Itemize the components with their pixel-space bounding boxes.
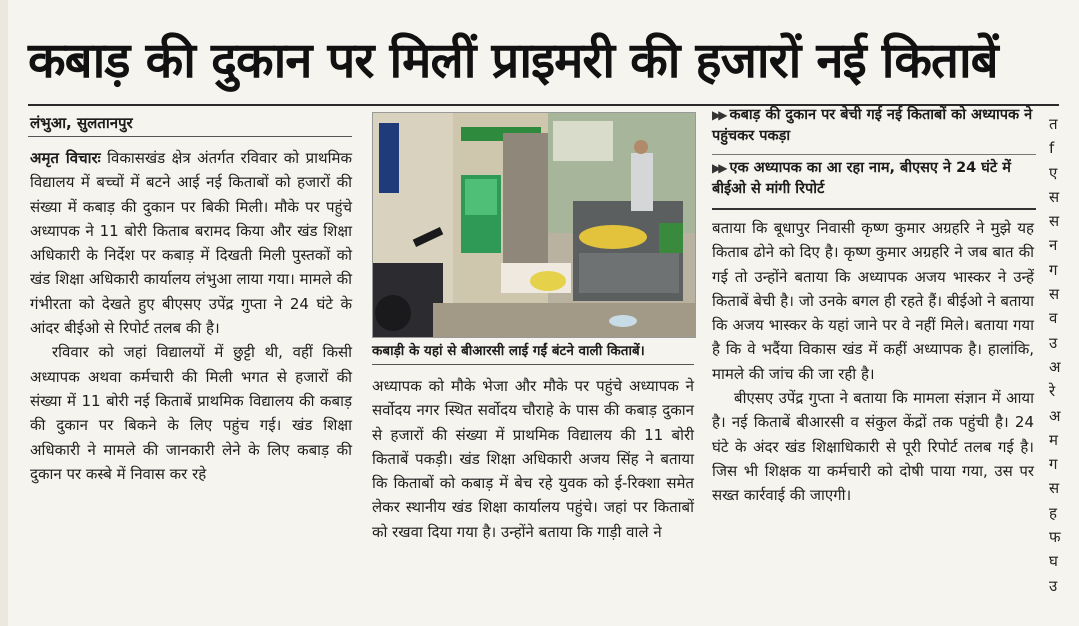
highlight-rule [712,208,1036,210]
dateline: लंभुआ, सुलतानपुर [30,114,133,132]
article-column-1 [30,146,352,616]
fragment-line: अ [1049,406,1061,425]
fragment-line: स [1049,212,1060,231]
paragraph [30,146,352,340]
dateline-rule [28,136,352,137]
fragment-line: ह [1049,503,1057,522]
caption-rule [372,364,694,365]
paragraph: बीएसए उपेंद्र गुप्ता ने बताया कि मामला संज्ञान में आया है। नई किताबें बीआरसी व संकुल केंद्रों तक पहुंची है। 24 घंटे के अंदर खंड शिक्षाधिकारी से पूरी रिपोर्ट तलब गई है। जिस भी शिक्षक या कर्मचारी को दोषी पाया गया, उस पर सख्त कार्रवाई की जाएगी। [712,389,1034,505]
double-arrow-icon: ▶▶ [712,108,725,122]
news-photo [372,112,696,338]
fragment-line: घ [1049,552,1058,571]
paragraph: रविवार को जहां विद्यालयों में छुट्टी थी, वहीं किसी अध्यापक अथवा कर्मचारी की मिली भगत से हजारों की संख्या में 11 बोरी नई किताबें प्राथमिक विद्यालय की कबाड़ की दुकान पर बिकने के लिए पहुंच गई। खंड शिक्षा अधिकारी ने मामले की जानकारी लेने के लिए कबाड़ की दुकान पर कस्बे में निवास कर रहे [30,343,352,483]
highlight-text: कबाड़ की दुकान पर बेची गई नई किताबों को अध्यापक ने पहुंचकर पकड़ा [712,107,1033,144]
double-arrow-icon: ▶▶ [712,161,725,175]
fragment-line: म [1049,430,1058,449]
article-column-2 [372,374,694,618]
fragment-line: रे [1049,382,1056,401]
paragraph: अध्यापक को मौके भेजा और मौके पर पहुंचे अध्यापक ने सर्वोदय नगर स्थित सर्वोदय चौराहे के पास की कबाड़ दुकान से हजारों की संख्या में प्राथमिक विद्यालय की 11 बोरी किताबें पकड़ी। खंड शिक्षा अधिकारी अजय सिंह ने बताया कि किताबों को कबाड़ में बेच रहे युवक को ई-रिक्शा समेत लेकर स्थानीय खंड शिक्षा कार्यालय पहुंचे। जहां पर किताबों को रखवा दिया गया है। उन्होंने बताया कि गाड़ी वाले ने [372,377,694,541]
headline: कबाड़ की दुकान पर मिलीं प्राइमरी की हजारों नई किताबें [28,32,998,89]
paragraph-text: विकासखंड क्षेत्र अंतर्गत रविवार को प्राथमिक विद्यालय में बच्चों में बटने आई नई किताबों को हजारों की संख्या में कबाड़ की दुकान पर बिकी मिली। मौके पर पहुंचे अध्यापक ने 11 बोरी किताब बरामद किया और खंड शिक्षा अधिकारी के निर्देश पर कबाड़ में दिखती मिली पुस्तकों को खंड शिक्षा अधिकारी कार्यालय लंभुआ लाया गया। मामले की गंभीरता को देखते हुए बीएसए उपेंद्र गुप्ता ने 24 घंटे के आंदर बीईओ से रिपोर्ट तलब की है। [30,149,352,338]
fragment-line: ए [1049,163,1058,182]
fragment-line: ग [1049,455,1058,474]
fragment-line: व [1049,309,1058,328]
fragment-line: ग [1049,260,1058,279]
paragraph: बताया कि बूधापुर निवासी कृष्ण कुमार अग्रहरि ने मुझे यह किताब ढोने को दिए है। कृष्ण कुमार अग्रहरि ने जब बात की गई तो उन्होंने बताया कि अध्यापक अजय भास्कर ने उन्हें किताबें बेची है। जो उनके बगल ही रहते हैं। बीईओ ने बताया कि अजय भास्कर के यहां जाने पर वे नहीं मिले। बताया गया है कि वे भदैंया विकास खंड में कहीं अध्यापक है। हालांकि, मामले की जांच की जा रही है। [712,219,1034,383]
highlight-2 [712,158,1042,200]
fragment-line: उ [1049,576,1058,595]
page-edge [0,0,8,626]
fragment-line: फ [1049,528,1061,547]
highlight-text: एक अध्यापक का आ रहा नाम, बीएसए ने 24 घंटे में बीईओ से मांगी रिपोर्ट [712,160,1011,197]
fragment-line: त [1049,115,1058,133]
highlight-rule [712,154,1036,155]
agency-lead: अमृत विचारः [30,149,101,167]
article-column-3 [712,216,1034,618]
fragment-line: अ [1049,357,1061,376]
highlight-1 [712,105,1042,147]
fragment-line: f [1049,139,1055,158]
fragment-line: न [1049,236,1058,255]
photo-scene [373,113,695,337]
photo-caption: कबाड़ी के यहां से बीआरसी लाई गईं बंटने वाली किताबें। [372,343,645,359]
fragment-line: स [1049,285,1060,304]
adjacent-article-fragment [1049,112,1079,618]
fragment-line: स [1049,187,1060,206]
fragment-line: उ [1049,333,1058,352]
fragment-line: स [1049,479,1060,498]
